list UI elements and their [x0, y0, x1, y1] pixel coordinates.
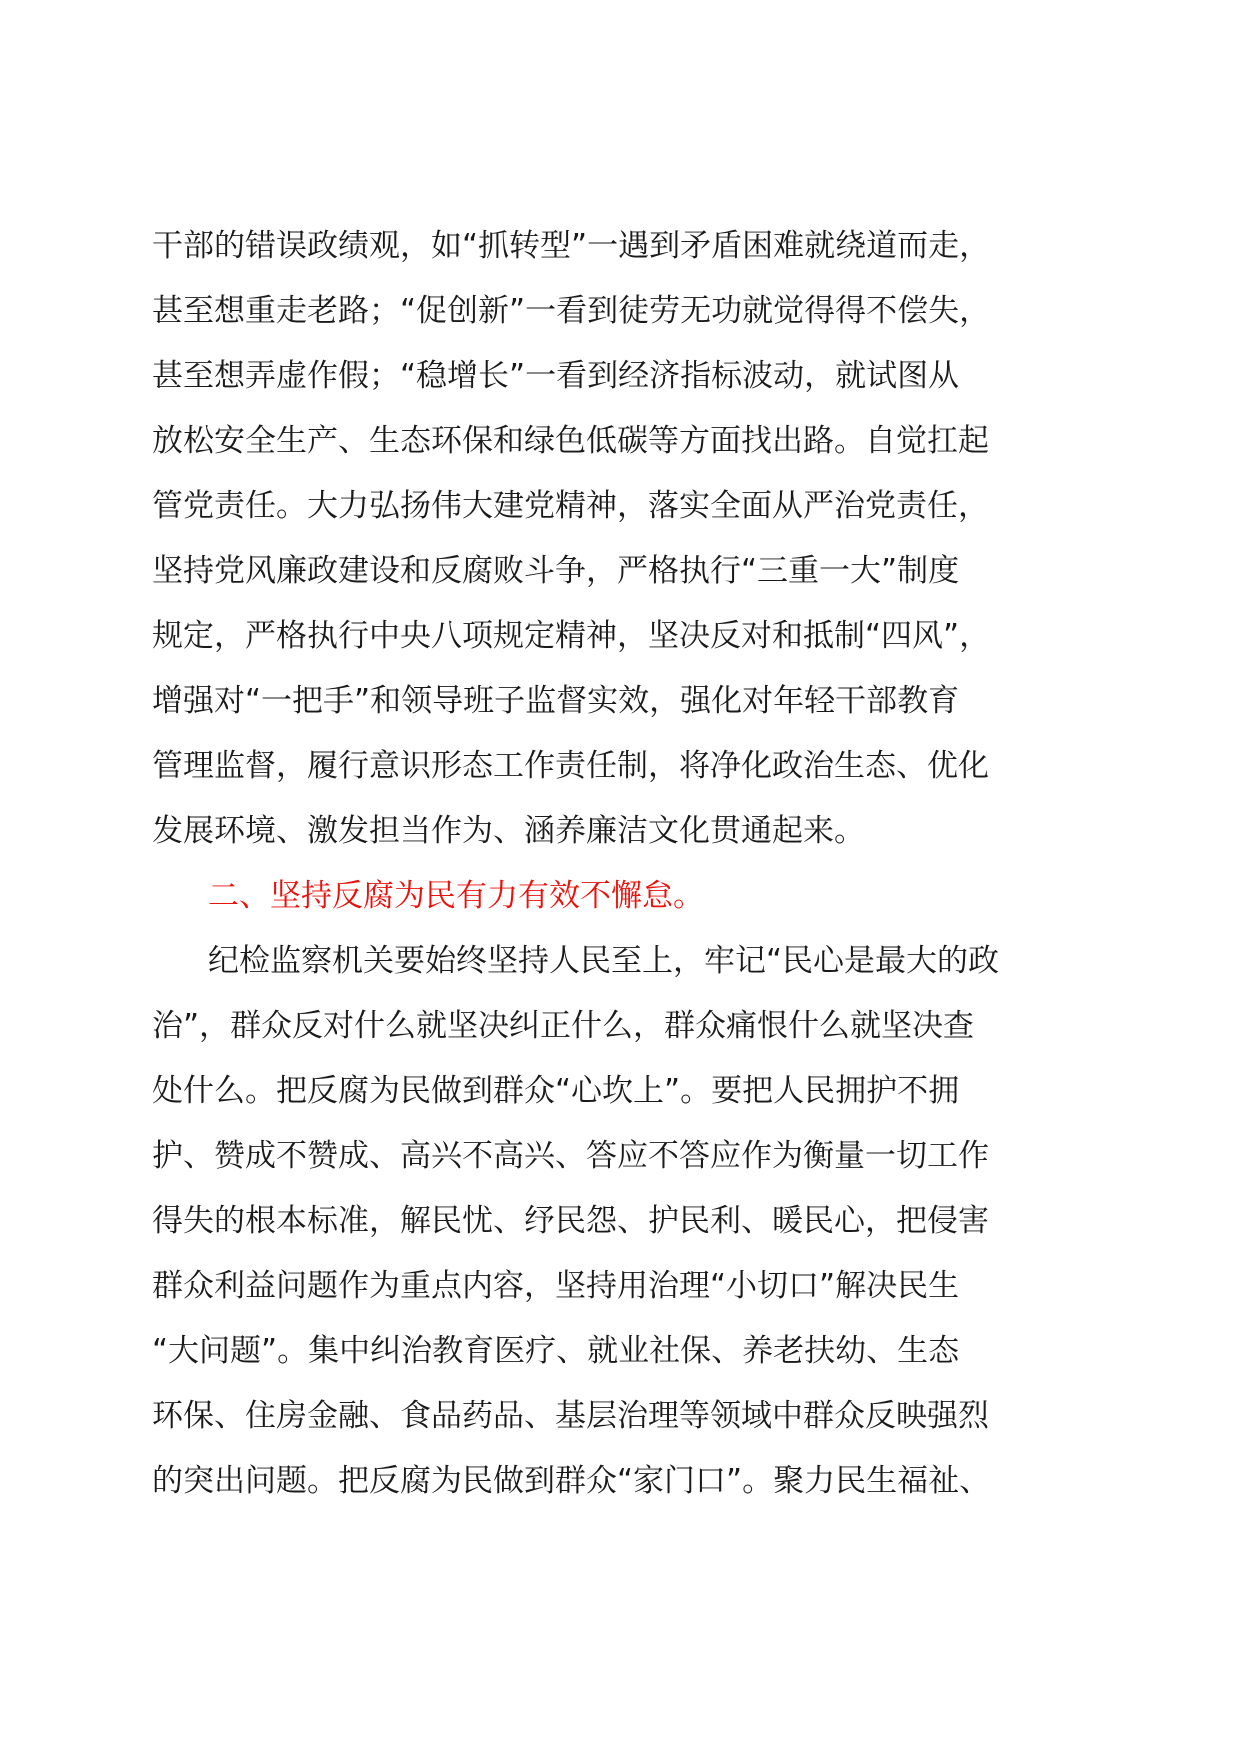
- paragraph-line: 甚至想弄虚作假；“稳增长”一看到经济指标波动，就试图从: [152, 358, 960, 394]
- paragraph-line: 坚持党风廉政建设和反腐败斗争，严格执行“三重一大”制度: [152, 553, 960, 589]
- paragraph-line: 得失的根本标准，解民忧、纾民怨、护民利、暖民心，把侵害: [152, 1203, 989, 1239]
- continued-paragraph: [152, 214, 1092, 864]
- paragraph-line: 纪检监察机关要始终坚持人民至上，牢记“民心是最大的政: [208, 943, 1000, 979]
- paragraph-line: 放松安全生产、生态环保和绿色低碳等方面找出路。自觉扛起: [152, 423, 989, 459]
- paragraph-line: 发展环境、激发担当作为、涵养廉洁文化贯通起来。: [152, 813, 865, 849]
- paragraph-line: 干部的错误政绩观，如“抓转型”一遇到矛盾困难就绕道而走，: [152, 228, 991, 264]
- paragraph-line: 处什么。把反腐为民做到群众“心坎上”。要把人民拥护不拥: [152, 1073, 960, 1109]
- section-heading: 二、坚持反腐为民有力有效不懈怠。: [208, 878, 704, 914]
- paragraph-line: 护、赞成不赞成、高兴不高兴、答应不答应作为衡量一切工作: [152, 1138, 989, 1174]
- paragraph-line: 的突出问题。把反腐为民做到群众“家门口”。聚力民生福祉、: [152, 1463, 991, 1499]
- paragraph-line: 治”，群众反对什么就坚决纠正什么，群众痛恨什么就坚决查: [152, 1008, 975, 1044]
- paragraph-line: 环保、住房金融、食品药品、基层治理等领域中群众反映强烈: [152, 1398, 989, 1434]
- paragraph-line: 管理监督，履行意识形态工作责任制，将净化政治生态、优化: [152, 748, 989, 784]
- paragraph-line: 管党责任。大力弘扬伟大建党精神，落实全面从严治党责任，: [152, 488, 989, 524]
- paragraph-line: 规定，严格执行中央八项规定精神，坚决反对和抵制“四风”，: [152, 618, 991, 654]
- document-body: [152, 214, 1092, 1514]
- paragraph-line: “大问题”。集中纠治教育医疗、就业社保、养老扶幼、生态: [152, 1333, 960, 1369]
- paragraph-line: 增强对“一把手”和领导班子监督实效，强化对年轻干部教育: [152, 683, 960, 719]
- paragraph-line: 甚至想重走老路；“促创新”一看到徒劳无功就觉得得不偿失，: [152, 293, 991, 329]
- section-paragraph: [152, 929, 1092, 1514]
- paragraph-line: 群众利益问题作为重点内容，坚持用治理“小切口”解决民生: [152, 1268, 960, 1304]
